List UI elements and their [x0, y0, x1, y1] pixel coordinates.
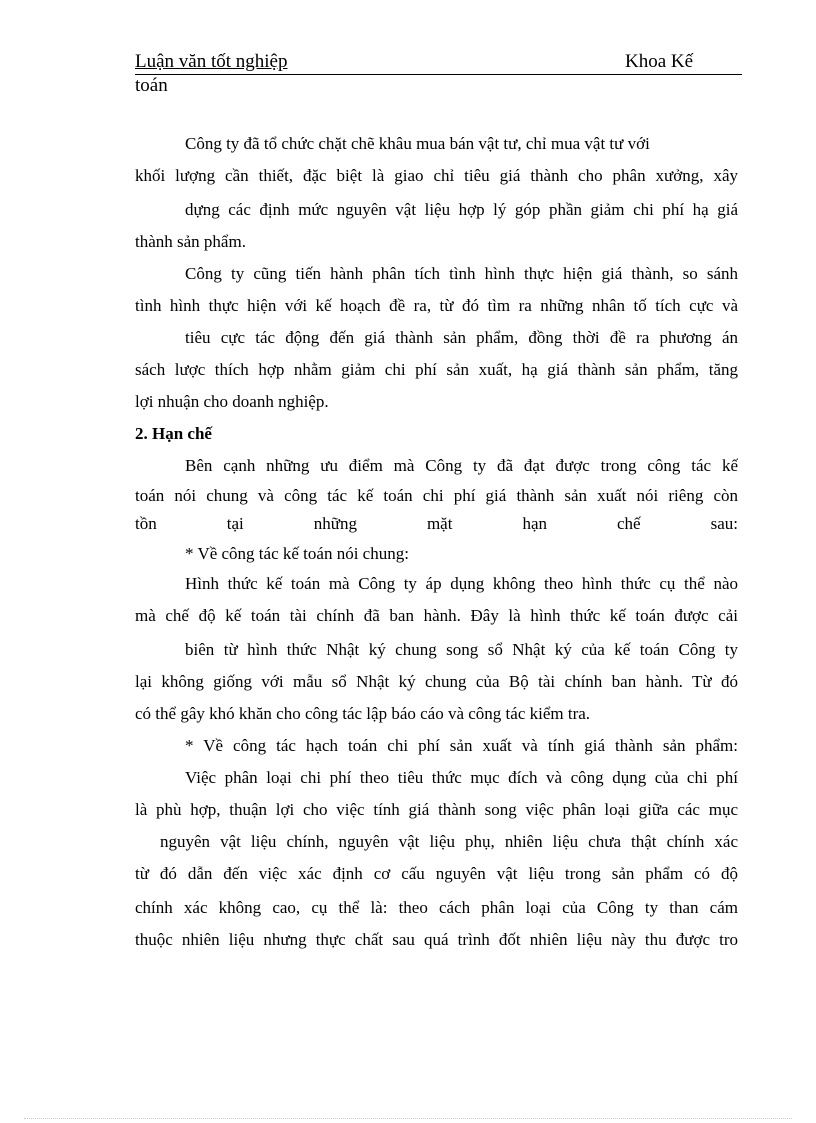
- body-line: Việc phân loại chi phí theo tiêu thức mục đích và công dụng của chi phí: [185, 768, 738, 787]
- body-line: có thể gây khó khăn cho công tác lập báo cáo và công tác kiểm tra.: [135, 704, 591, 723]
- body-line: toán nói chung và công tác kế toán chi phí giá thành sản xuất nói riêng còn: [135, 486, 738, 505]
- body-line: tồn tại những mặt hạn chế sau:: [135, 514, 738, 533]
- body-line: là phù hợp, thuận lợi cho việc tính giá thành song việc phân loại giữa các mục: [135, 800, 738, 819]
- body-line: biên từ hình thức Nhật ký chung song sổ Nhật ký của kế toán Công ty: [185, 640, 738, 659]
- body-line: Hình thức kế toán mà Công ty áp dụng không theo hình thức cụ thể nào: [185, 574, 738, 593]
- body-line: lợi nhuận cho doanh nghiệp.: [135, 392, 329, 411]
- sub-heading: * Về công tác kế toán nói chung:: [185, 544, 409, 563]
- body-line: thành sản phẩm.: [135, 232, 246, 251]
- body-line: tiêu cực tác động đến giá thành sản phẩm, đồng thời đề ra phương án: [185, 328, 738, 347]
- header-faculty-continuation: toán: [135, 75, 168, 96]
- body-line: Bên cạnh những ưu điểm mà Công ty đã đạt được trong công tác kế: [185, 456, 738, 475]
- body-line: tình hình thực hiện với kế hoạch đề ra, từ đó tìm ra những nhân tố tích cực và: [135, 296, 738, 315]
- section-heading: 2. Hạn chế: [135, 424, 212, 443]
- body-line: dựng các định mức nguyên vật liệu hợp lý góp phần giảm chi phí hạ giá: [185, 200, 738, 219]
- body-line: chính xác không cao, cụ thể là: theo cách phân loại của Công ty than cám: [135, 898, 738, 917]
- body-line: mà chế độ kế toán tài chính đã ban hành. Đây là hình thức kế toán được cải: [135, 606, 738, 625]
- body-line: lại không giống với mẫu sổ Nhật ký chung của Bộ tài chính ban hành. Từ đó: [135, 672, 738, 691]
- page-header: [135, 52, 742, 75]
- body-line: Công ty cũng tiến hành phân tích tình hình thực hiện giá thành, so sánh: [185, 264, 738, 283]
- sub-heading: * Về công tác hạch toán chi phí sản xuất và tính giá thành sản phẩm:: [185, 736, 738, 755]
- body-line: sách lược thích hợp nhằm giảm chi phí sản xuất, hạ giá thành sản phẩm, tăng: [135, 360, 738, 379]
- body-line: khối lượng cần thiết, đặc biệt là giao chỉ tiêu giá thành cho phân xưởng, xây: [135, 166, 738, 185]
- body-line: Công ty đã tổ chức chặt chẽ khâu mua bán vật tư, chỉ mua vật tư với: [185, 134, 650, 153]
- body-line: từ đó dẫn đến việc xác định cơ cấu nguyên vật liệu trong sản phẩm có độ: [135, 864, 738, 883]
- body-line: thuộc nhiên liệu nhưng thực chất sau quá trình đốt nhiên liệu này thu được tro: [135, 930, 738, 949]
- page-bottom-dotted-border: [24, 1118, 792, 1119]
- header-faculty: Khoa Kế: [625, 51, 694, 72]
- body-line: nguyên vật liệu chính, nguyên vật liệu phụ, nhiên liệu chưa thật chính xác: [160, 832, 738, 851]
- header-thesis-title: Luận văn tốt nghiệp: [135, 51, 288, 72]
